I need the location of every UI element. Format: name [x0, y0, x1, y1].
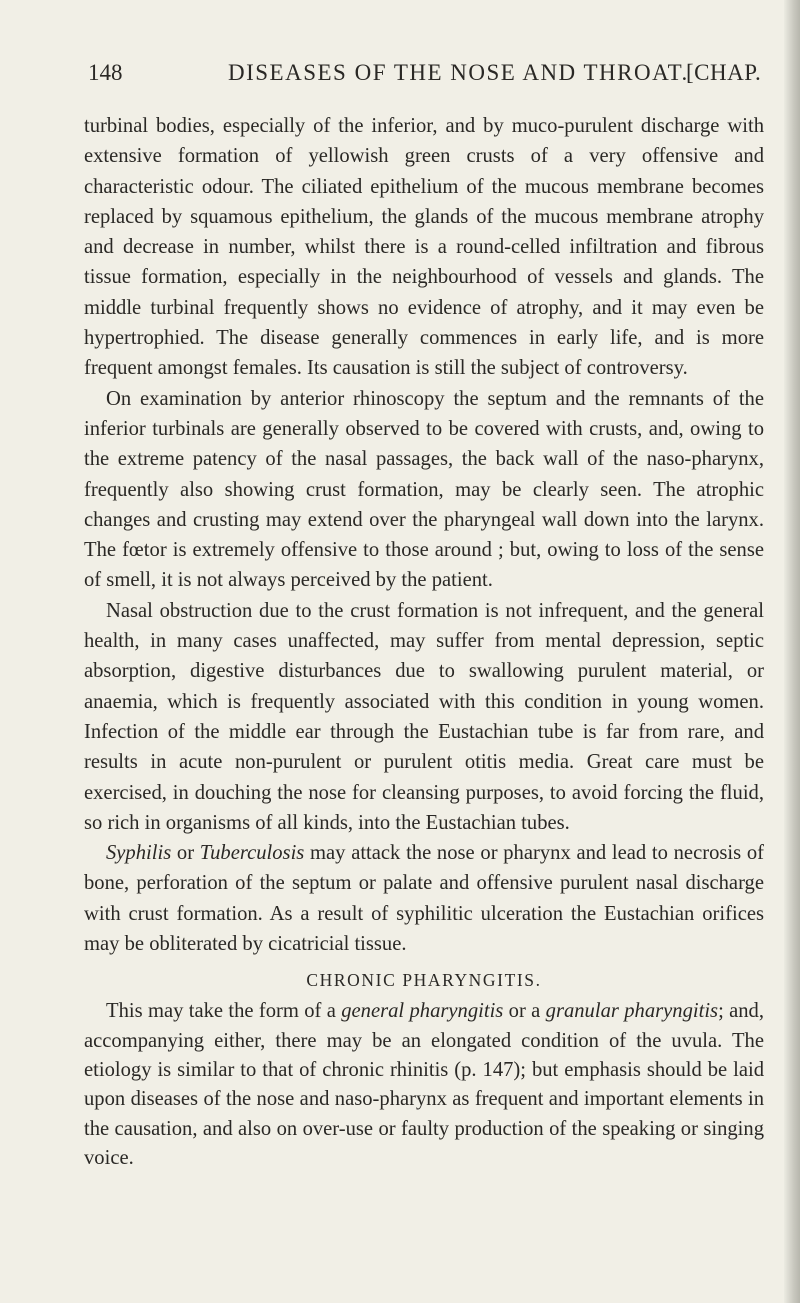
- page-edge-shadow: [784, 0, 800, 1303]
- page-body: [84, 111, 764, 1173]
- chapter-label: [CHAP.: [686, 60, 762, 85]
- term-tuberculosis: Tuberculosis: [199, 842, 305, 865]
- term-general-pharyngitis: general pharyngitis: [341, 1000, 504, 1023]
- term-syphilis: Syphilis: [106, 842, 172, 865]
- running-title: DISEASES OF THE NOSE AND THROAT.: [228, 60, 689, 85]
- paragraph-syphilis-tuberculosis: Syphilis or Tuberculosis may attack the nose or pharynx and lead to necrosis of bone, perforation of the septum or palate and offensive purulent nasal discharge with crust formation. As a result of syphilitic ulceration the Eustachian orifices may be obliterated by cicatricial tissue.: [84, 842, 764, 956]
- term-granular-pharyngitis: granular pharyngitis: [545, 1000, 719, 1023]
- paragraph-chronic-pharyngitis: This may take the form of a general pharyngitis or a granular pharyngitis; and, accompanying either, there may be an elongated condition of the uvula. The etiology is similar to that of chronic rhinitis (p. 147); but emphasis should be laid upon diseases of the nose and naso-pharynx as frequent and important elements in the causation, and also on over-use or faulty production of the speaking or singing voice.: [84, 1000, 765, 1169]
- paragraph-nasal-obstruction: Nasal obstruction due to the crust formation is not infrequent, and the general health, in many cases unaffected, may suffer from mental depression, septic absorption, digestive disturbances due to swallowing purulent material, or anaemia, which is frequently associated with this condition in young women. Infection of the middle ear through the Eustachian tube is far from rare, and results in acute non-purulent or purulent otitis media. Great care must be exercised, in douching the nose for cleansing purposes, to avoid forcing the fluid, so rich in organisms of all kinds, into the Eustachian tubes.: [84, 599, 764, 834]
- page-number: 148: [88, 60, 123, 85]
- running-header: [0, 60, 800, 96]
- paragraph-atrophic-rhinitis-pathology: turbinal bodies, especially of the inferior, and by muco-purulent discharge with extensive formation of yellowish green crusts of a very offensive and characteristic odour. The ciliated epithelium of the mucous membrane becomes replaced by squamous epithelium, the glands of the mucous membrane atrophy and decrease in number, whilst there is a round-celled infiltration and fibrous tissue formation, especially in the neighbourhood of vessels and glands. The middle turbinal frequently shows no evidence of atrophy, and it may even be hypertrophied. The disease generally commences in early life, and is more frequent amongst females. Its causation is still the subject of controversy.: [84, 115, 764, 380]
- paragraph-examination: On examination by anterior rhinoscopy the septum and the remnants of the inferior turbinals are generally observed to be covered with crusts, and, owing to the extreme patency of the nasal passages, the back wall of the naso-pharynx, frequently also showing crust formation, may be clearly seen. The atrophic changes and crusting may extend over the pharyngeal wall down into the larynx. The fœtor is extremely offensive to those around ; but, owing to loss of the sense of smell, it is not always perceived by the patient.: [84, 387, 764, 592]
- section-heading-chronic-pharyngitis: CHRONIC PHARYNGITIS.: [306, 970, 542, 991]
